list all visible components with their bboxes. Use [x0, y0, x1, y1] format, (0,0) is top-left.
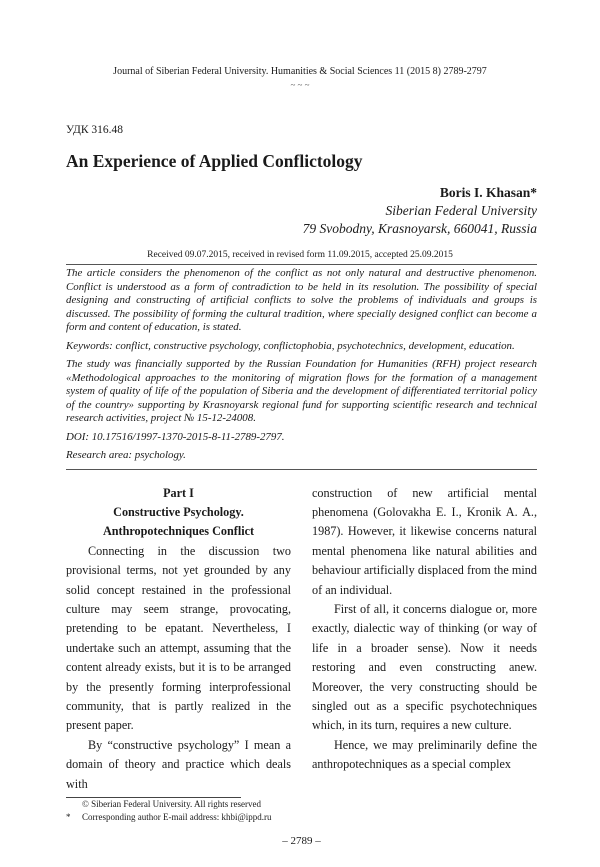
research-area: Research area: psychology. [66, 449, 186, 461]
received-dates: Received 09.07.2015, received in revised form 11.09.2015, accepted 25.09.2015 [147, 250, 453, 260]
funding-note: The study was financially supported by the Russian Foundation for Humanities (RFH) project research «Methodological approaches to the monitoring of migration flows for the formation of a management system of quality of life of the population of Siberia and the development of differentiated territorial policy of the country» supporting by Krasnoyarsk regional fund for supporting scientific research and technical research activities, project № 15-12-24008. [66, 358, 537, 424]
left-column [66, 484, 291, 795]
paragraph: First of all, it concerns dialogue or, more exactly, dialectic way of thinking (or way of life in a broader sense). Now it needs restoring and even constructing anew. Moreover, the very constructing should be singled out as a specific psychotechniques which, in its turn, requires a new culture. [312, 601, 537, 733]
doi: DOI: 10.17516/1997-1370-2015-8-11-2789-2797. [66, 430, 285, 443]
paragraph: Hence, we may preliminarily define the anthropotechniques as a special complex [312, 737, 537, 772]
abstract-text: The article considers the phenomenon of the conflict as not only natural and destructive phenomenon. Conflict is understood as a form of contradiction to be held in its resolution. The possibility of special designing and constructing of artificial conflicts to solve the problems of individuals and groups is discussed. The possibility of forming the cultural tradition, where specially designed conflict can become a form and content of education, is stated. [66, 267, 537, 333]
page-number: – 2789 – [282, 835, 321, 847]
keywords: Keywords: conflict, constructive psychology, conflictophobia, psychotechnics, development, education. [66, 339, 515, 352]
section-heading-line2: Anthropotechniques Conflict [102, 524, 255, 539]
corresponding-text: Corresponding author E-mail address: khbi@ippd.ru [82, 812, 272, 822]
divider-bottom [66, 469, 537, 470]
paragraph: construction of new artificial mental phenomena (Golovakha E. I., Kronik A. A., 1987). However, it likewise concerns natural mental phenomena like natural abilities and behaviour artificially displaced from the mind of an individual. [312, 485, 537, 597]
footnote-corresponding [66, 811, 537, 824]
asterisk-mark: * [66, 812, 71, 822]
article-flow [66, 267, 537, 867]
author-affiliation: Siberian Federal University [385, 203, 537, 218]
author-name: Boris I. Khasan* [439, 185, 537, 200]
udk-code: УДК 316.48 [66, 124, 123, 136]
footnote-copyright [66, 798, 537, 811]
part-label: Part I [163, 485, 194, 500]
abstract-block [66, 267, 537, 463]
header-ornament: ~ ~ ~ [290, 80, 310, 90]
body-columns [66, 484, 537, 795]
right-column [312, 484, 537, 795]
paragraph: By “constructive psychology” I mean a domain of theory and practice which deals with [66, 737, 291, 791]
article-title: An Experience of Applied Conflictology [66, 151, 363, 171]
divider-top [66, 264, 537, 265]
paragraph: Connecting in the discussion two provisional terms, not yet grounded by any solid concept restained in the professional culture may seem strange, provocating, pretending to be epatant. Nevertheless, I undertake such an attempt, assuming that the content already exists, but it is to be arranged by the presently forming interprofessional community, that is partly realized in the present paper. [66, 543, 291, 733]
author-address: 79 Svobodny, Krasnoyarsk, 660041, Russia [302, 221, 537, 236]
journal-header: Journal of Siberian Federal University. Humanities & Social Sciences 11 (2015 8) 2789-2797 [113, 66, 487, 77]
copyright-text: © Siberian Federal University. All rights reserved [82, 799, 261, 809]
section-heading-line1: Constructive Psychology. [113, 504, 244, 519]
